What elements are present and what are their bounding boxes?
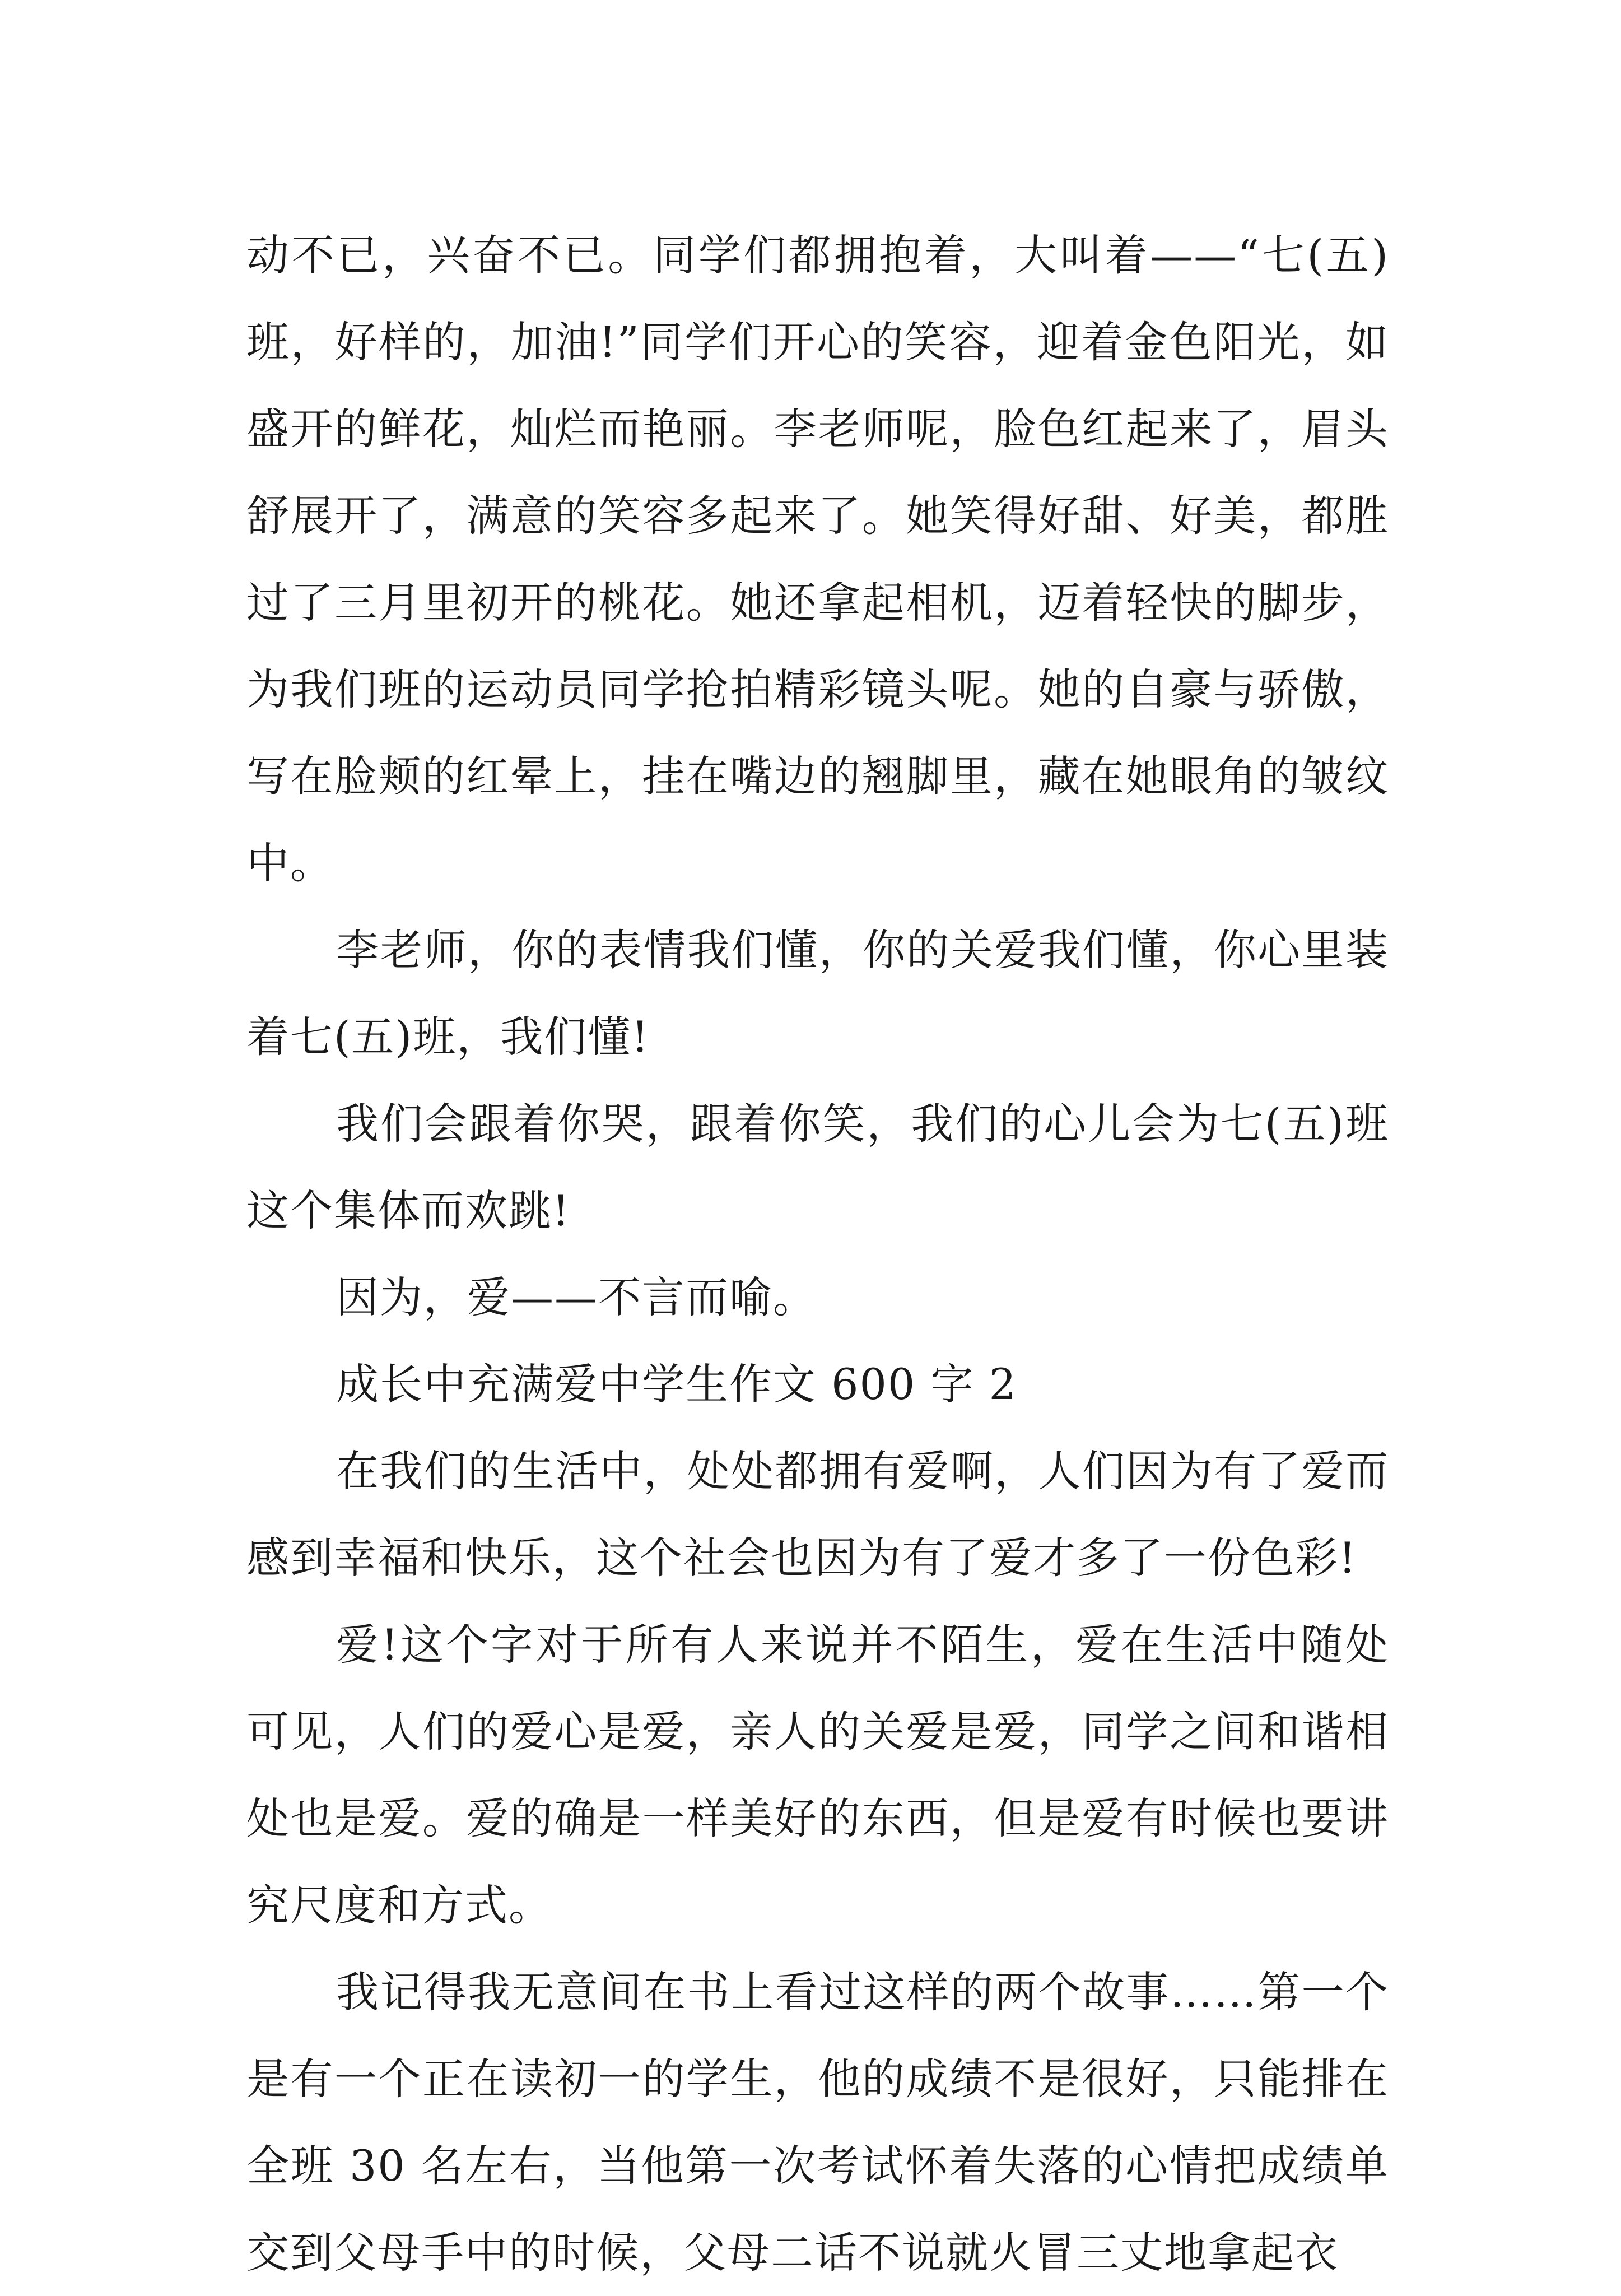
- paragraph: 因为，爱——不言而喻。: [336, 1272, 817, 1322]
- paragraph: 我记得我无意间在书上看过这样的两个故事……第一个是有一个正在读初一的学生，他的成绩不是很好，只能排在全班 30 名左右，当他第一次考试怀着失落的心情把成绩单交到父母手中的时候，父母二话不说就火冒三丈地拿起衣: [246, 1967, 1389, 2278]
- paragraph: 爱!这个字对于所有人来说并不陌生，爱在生活中随处可见，人们的爱心是爱，亲人的关爱是爱，同学之间和谐相处也是爱。爱的确是一样美好的东西，但是爱有时候也要讲究尺度和方式。: [246, 1620, 1389, 1930]
- paragraph: 在我们的生活中，处处都拥有爱啊，人们因为有了爱而感到幸福和快乐，这个社会也因为有了爱才多了一份色彩!: [246, 1446, 1389, 1583]
- paragraph: 我们会跟着你哭，跟着你笑，我们的心儿会为七(五)班这个集体而欢跳!: [246, 1099, 1389, 1235]
- section-heading: 成长中充满爱中学生作文 600 字 2: [336, 1359, 1017, 1409]
- paragraph: 李老师，你的表情我们懂，你的关爱我们懂，你心里装着七(五)班，我们懂!: [246, 925, 1389, 1062]
- document-body: [246, 212, 1389, 2296]
- paragraph: 动不已，兴奋不已。同学们都拥抱着，大叫着——“七(五)班，好样的，加油!”同学们开心的笑容，迎着金色阳光，如盛开的鲜花，灿烂而艳丽。李老师呢，脸色红起来了，眉头舒展开了，满意的笑容多起来了。她笑得好甜、好美，都胜过了三月里初开的桃花。她还拿起相机，迈着轻快的脚步，为我们班的运动员同学抢拍精彩镜头呢。她的自豪与骄傲，写在脸颊的红晕上，挂在嘴边的翘脚里，藏在她眼角的皱纹中。: [246, 230, 1389, 888]
